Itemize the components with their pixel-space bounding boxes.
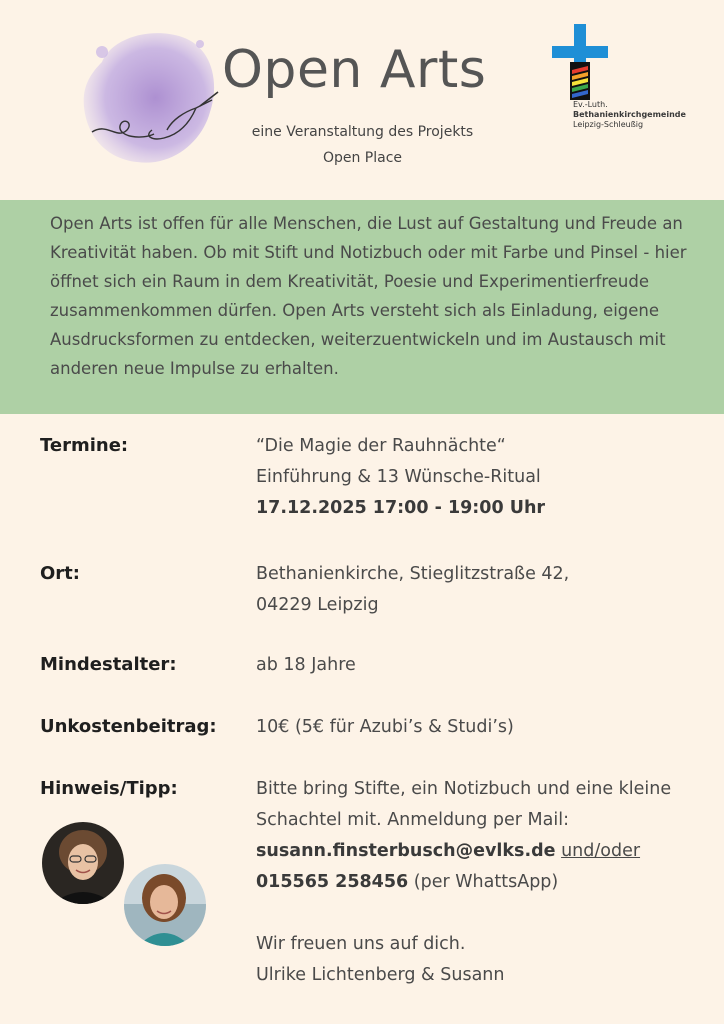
termine-value: [256, 431, 716, 524]
subtitle: [230, 119, 495, 171]
intro-box: [0, 200, 724, 414]
min-age: ab 18 Jahre: [256, 655, 356, 675]
unkosten-value: [256, 712, 716, 743]
header: [0, 0, 724, 200]
contact-line: [256, 836, 716, 867]
mindestalter-value: [256, 650, 716, 681]
subtitle-line-1: eine Veranstaltung des Projekts: [251, 124, 474, 140]
address-line-1: Bethanienkirche, Stieglitzstraße 42,: [256, 564, 570, 584]
phone-note: (per WhattsApp): [413, 872, 559, 892]
mindestalter-label: Mindestalter:: [40, 654, 177, 675]
logo-line-2: Bethanienkirchgemeinde: [573, 110, 686, 119]
avatar-person-1: [42, 822, 124, 904]
event-datetime: 17.12.2025 17:00 - 19:00 Uhr: [256, 498, 546, 518]
subtitle-line-2: Open Place: [322, 150, 403, 166]
email-link[interactable]: susann.finsterbusch@evlks.de: [256, 841, 556, 861]
ort-label: Ort:: [40, 563, 80, 584]
fee: 10€ (5€ für Azubi’s & Studi’s): [256, 717, 514, 737]
hinweis-label: Hinweis/Tipp:: [40, 778, 178, 799]
hinweis-value: [256, 774, 716, 991]
greeting-line-2: Ulrike Lichtenberg & Susann: [256, 965, 505, 985]
phone-line: [256, 867, 716, 898]
termine-label: Termine:: [40, 435, 129, 456]
address-line-2: 04229 Leipzig: [256, 595, 379, 615]
intro-text: Open Arts ist offen für alle Menschen, die Lust auf Gestaltung und Freude an Kreativität haben. Ob mit Stift und Notizbuch oder mit Farbe und Pinsel - hier öffnet sich ein Raum in dem Kreativität, Poesie und Experimentierfreude zusammenkommen dürfen. Open Arts versteht sich als Einladung, eigene Ausdrucksformen zu entdecken, weiterzuentwickeln und im Austausch mit anderen neue Impulse zu erhalten.: [50, 214, 687, 378]
event-title: “Die Magie der Rauhnächte“: [256, 436, 506, 456]
hint-line-1: Bitte bring Stifte, ein Notizbuch und eine kleine: [256, 779, 672, 799]
greeting-line-1: Wir freuen uns auf dich.: [256, 934, 466, 954]
page-title: Open Arts: [222, 40, 487, 100]
hint-line-2: Schachtel mit. Anmeldung per Mail:: [256, 810, 569, 830]
and-or-text: und/oder: [561, 841, 641, 861]
watercolor-hand-illustration: [72, 22, 222, 172]
logo-line-1: Ev.-Luth.: [573, 100, 608, 109]
event-description: Einführung & 13 Wünsche-Ritual: [256, 467, 541, 487]
church-name: [573, 100, 686, 130]
ort-value: [256, 559, 716, 621]
logo-line-3: Leipzig-Schleußig: [573, 120, 644, 129]
avatar-person-2: [124, 864, 206, 946]
phone-number[interactable]: 015565 258456: [256, 872, 409, 892]
unkosten-label: Unkostenbeitrag:: [40, 716, 217, 737]
